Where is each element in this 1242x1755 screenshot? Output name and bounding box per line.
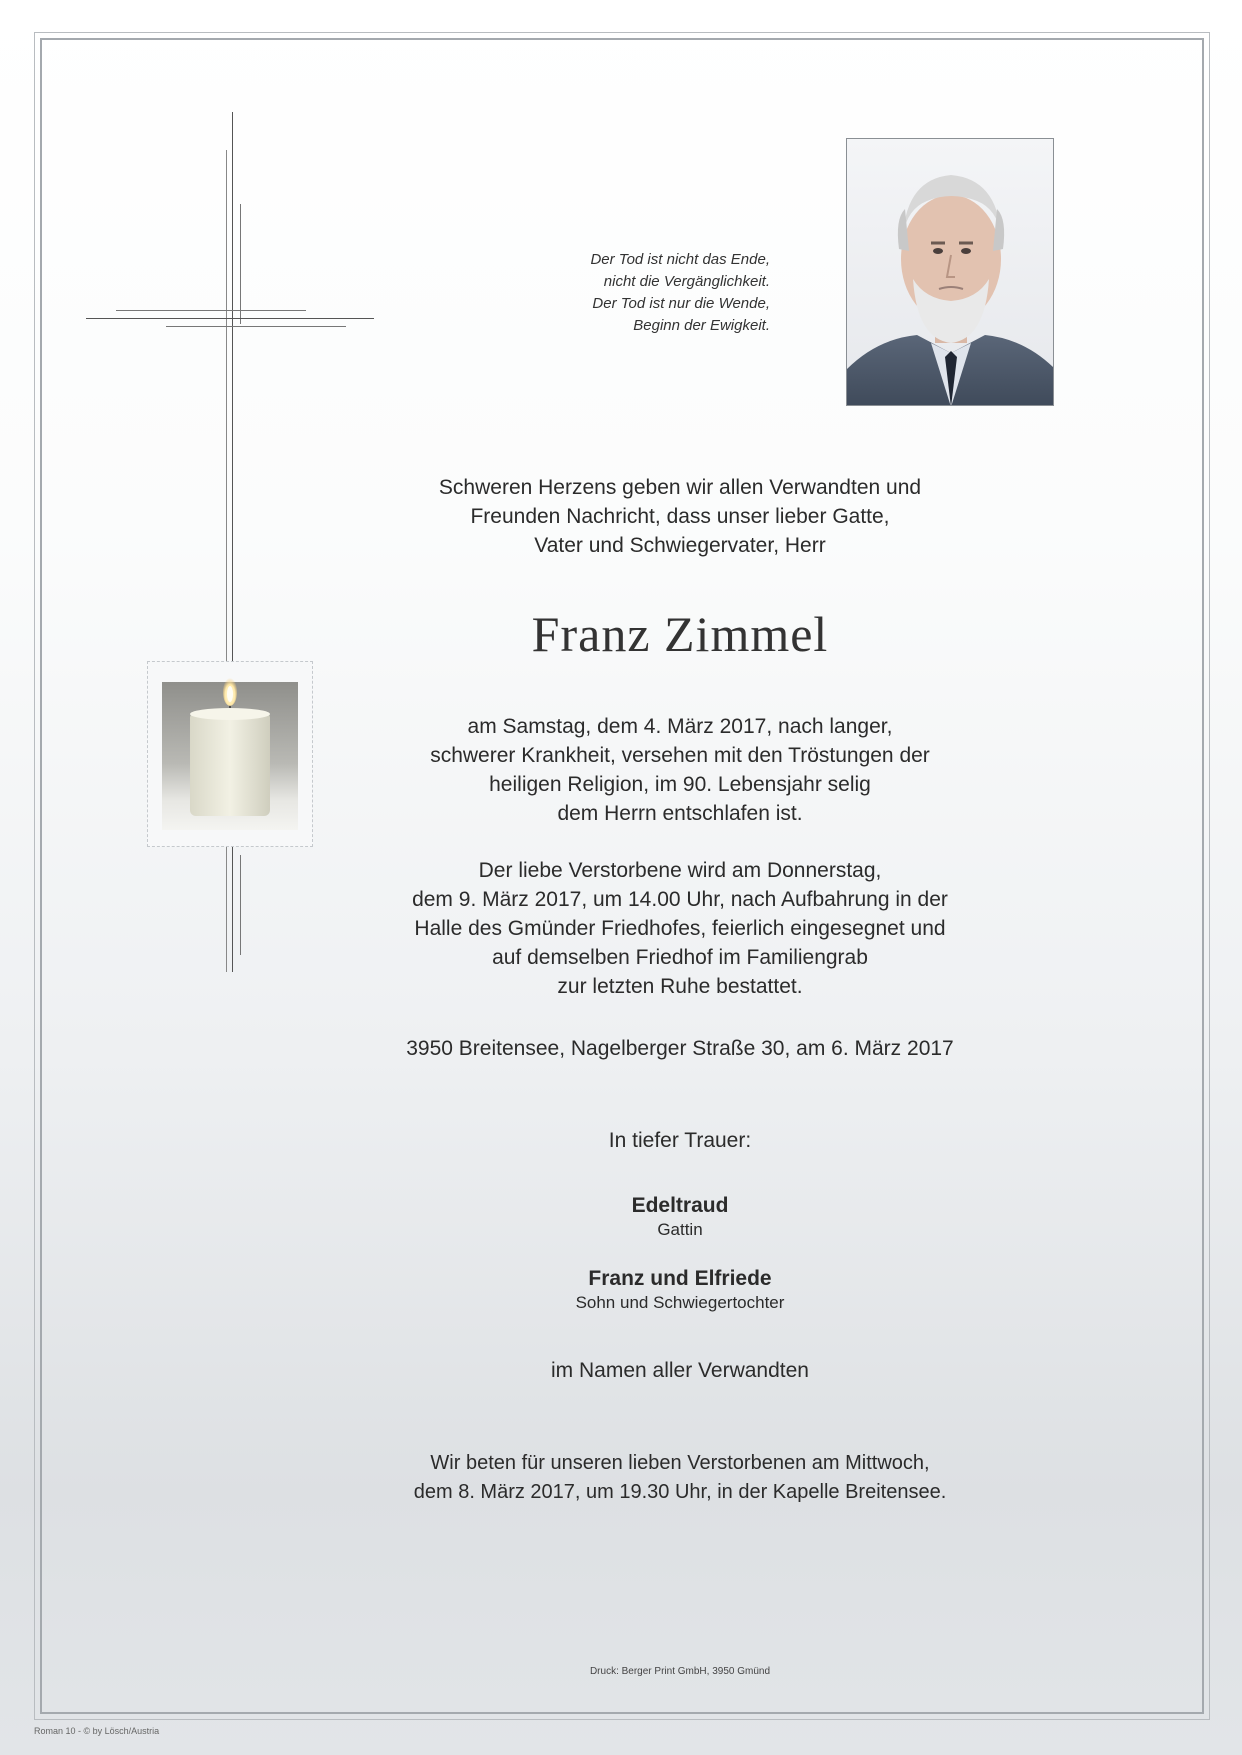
- intro-line: Freunden Nachricht, dass unser lieber Gatte,: [470, 505, 890, 528]
- address-text: 3950 Breitensee, Nagelberger Straße 30, am 6. März 2017: [406, 1037, 954, 1060]
- template-credit: Roman 10 - © by Lösch/Austria: [34, 1726, 160, 1736]
- intro-line: Vater und Schwiegervater, Herr: [534, 534, 826, 557]
- mourner-name: Edeltraud: [631, 1194, 729, 1217]
- mourner-relation: Sohn und Schwiegertochter: [575, 1293, 785, 1312]
- death-notice-line: schwerer Krankheit, versehen mit den Tröstungen der: [430, 744, 930, 767]
- prayer-notice: [320, 1449, 1040, 1507]
- quote-line: nicht die Vergänglichkeit.: [603, 273, 770, 290]
- mourning-heading-text: In tiefer Trauer:: [608, 1129, 752, 1152]
- death-notice: [320, 712, 1040, 828]
- funeral-line: zur letzten Ruhe bestattet.: [557, 975, 803, 998]
- death-notice-line: am Samstag, dem 4. März 2017, nach langer,: [467, 715, 893, 738]
- mourner-entry: [320, 1193, 1040, 1240]
- relatives-text: im Namen aller Verwandten: [551, 1359, 809, 1382]
- printer-credit: Druck: Berger Print GmbH, 3950 Gmünd: [589, 1666, 771, 1677]
- quote-line: Der Tod ist nur die Wende,: [592, 295, 770, 312]
- relatives-line: [320, 1356, 1040, 1385]
- intro-line: Schweren Herzens geben wir allen Verwandten und: [438, 476, 922, 499]
- candle-illustration: [148, 662, 312, 846]
- intro-text: [320, 473, 1040, 560]
- candle-icon: [147, 661, 313, 847]
- quote-line: Beginn der Ewigkeit.: [633, 317, 770, 334]
- funeral-line: dem 9. März 2017, um 14.00 Uhr, nach Aufbahrung in der: [412, 888, 948, 911]
- death-notice-line: dem Herrn entschlafen ist.: [557, 802, 803, 825]
- prayer-line: Wir beten für unseren lieben Verstorbenen am Mittwoch,: [430, 1452, 930, 1474]
- mourner-relation: Gattin: [657, 1220, 703, 1239]
- portrait-illustration: [847, 139, 1054, 406]
- funeral-line: Halle des Gmünder Friedhofes, feierlich eingesegnet und: [414, 917, 946, 940]
- death-notice-line: heiligen Religion, im 90. Lebensjahr selig: [489, 773, 871, 796]
- quote: [470, 249, 770, 337]
- portrait-photo: [846, 138, 1054, 406]
- prayer-line: dem 8. März 2017, um 19.30 Uhr, in der Kapelle Breitensee.: [413, 1481, 947, 1503]
- deceased-name: Franz Zimmel: [531, 606, 829, 662]
- quote-line: Der Tod ist nicht das Ende,: [590, 251, 770, 268]
- funeral-line: Der liebe Verstorbene wird am Donnerstag,: [478, 859, 882, 882]
- mourner-entry: [320, 1266, 1040, 1313]
- funeral-line: auf demselben Friedhof im Familiengrab: [492, 946, 868, 969]
- mourner-name: Franz und Elfriede: [588, 1267, 772, 1290]
- funeral-details: [320, 856, 1040, 1001]
- mourning-heading: [320, 1126, 1040, 1155]
- address-line: [320, 1034, 1040, 1063]
